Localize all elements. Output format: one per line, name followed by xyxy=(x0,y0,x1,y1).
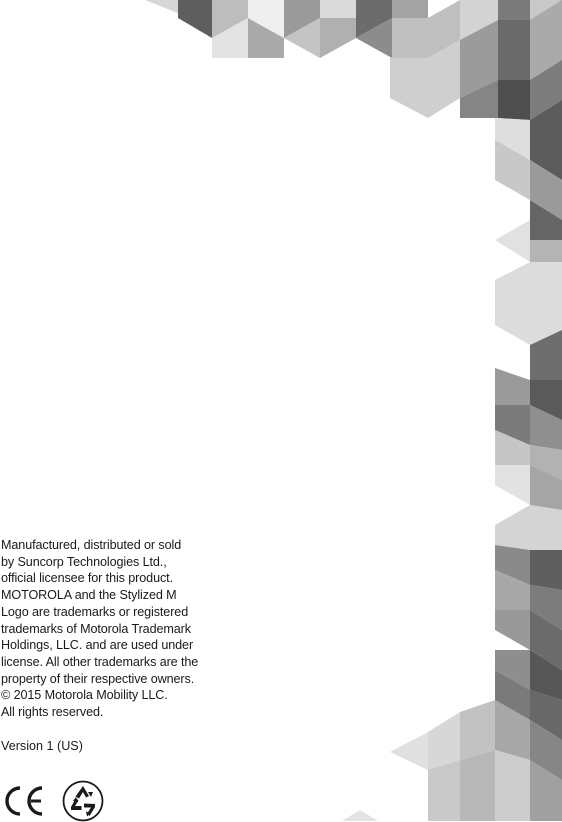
legal-line: property of their respective owners. xyxy=(1,671,195,686)
legal-line: Logo are trademarks or registered xyxy=(1,604,189,619)
legal-line: Manufactured, distributed or sold xyxy=(1,538,182,552)
copyright-line: © 2015 Motorola Mobility LLC. xyxy=(1,688,168,703)
legal-line: by Suncorp Technologies Ltd., xyxy=(1,554,167,569)
legal-line: Holdings, LLC. and are used under xyxy=(1,638,194,653)
legal-line: license. All other trademarks are the xyxy=(1,654,199,669)
right-hex-column xyxy=(495,220,562,740)
legal-line: official licensee for this product. xyxy=(1,571,173,586)
recycling-icon xyxy=(62,780,104,822)
version-label: Version 1 (US) xyxy=(1,739,83,753)
legal-line: MOTOROLA and the Stylized M xyxy=(1,588,177,603)
legal-line: trademarks of Motorola Trademark xyxy=(1,621,191,636)
rights-reserved-line: All rights reserved. xyxy=(1,705,104,720)
ce-mark-icon xyxy=(2,785,44,817)
legal-notice xyxy=(1,537,216,721)
